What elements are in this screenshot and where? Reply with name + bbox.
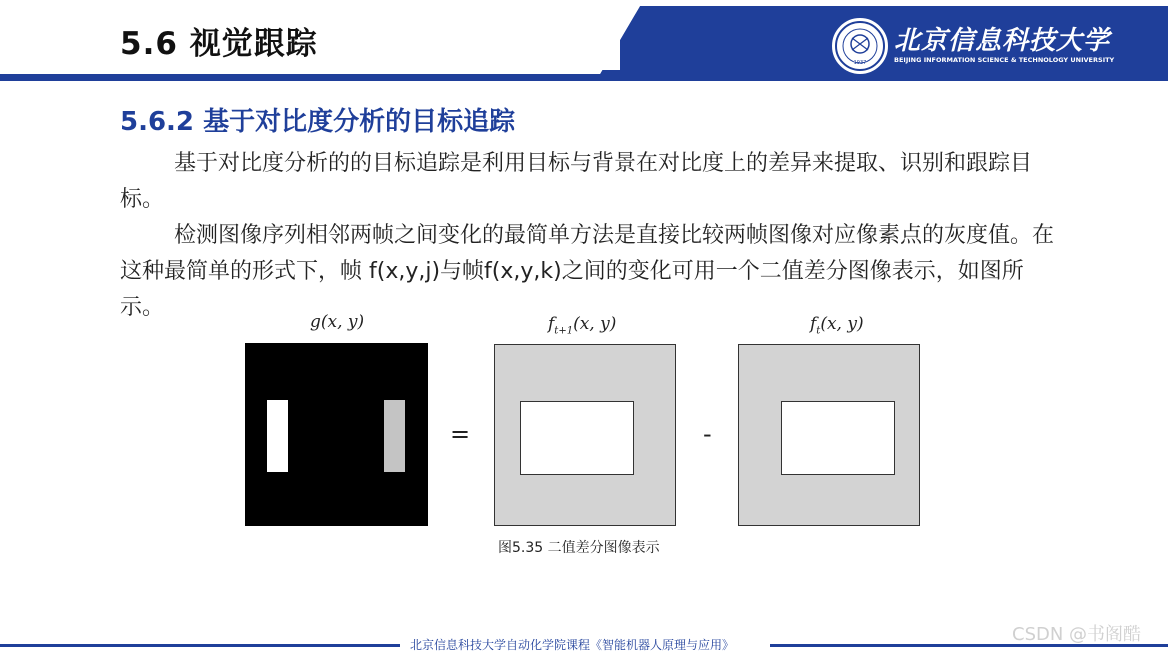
paragraph-2: 检测图像序列相邻两帧之间变化的最简单方法是直接比较两帧图像对应像素点的灰度值。在这种最简单的形式下，帧 f(x,y,j)与帧f(x,y,k)之间的变化可用一个二值差分图像表示，如图所示。	[120, 223, 1055, 320]
university-seal-icon	[832, 18, 888, 74]
equals-sign: =	[450, 420, 471, 448]
target-region	[781, 401, 895, 475]
university-logo	[832, 18, 1122, 74]
university-name-cn: 北京信息科技大学	[894, 26, 1111, 56]
label-g: g(x, y)	[310, 312, 365, 332]
target-region	[520, 401, 634, 475]
subsection-title: 5.6.2 基于对比度分析的目标追踪	[120, 107, 516, 137]
slide-header	[0, 0, 1168, 81]
difference-region-gray	[384, 400, 405, 472]
label-f-t-plus-1: $f_{t+1}(x$, y)	[548, 314, 617, 337]
svg-text:1937: 1937	[853, 60, 867, 66]
footer-course-title: 北京信息科技大学自动化学院课程《智能机器人原理与应用》	[410, 638, 735, 652]
section-title: 5.6 视觉跟踪	[120, 26, 318, 62]
figure-caption: 图5.35 二值差分图像表示	[498, 540, 660, 556]
footer-divider-left	[0, 644, 400, 647]
difference-region-white	[267, 400, 288, 472]
difference-image-g	[245, 343, 428, 526]
paragraph-1: 基于对比度分析的的目标追踪是利用目标与背景在对比度上的差异来提取、识别和跟踪目标。	[120, 151, 1033, 212]
frame-image-t-plus-1	[494, 344, 676, 526]
watermark: CSDN @书阁酷	[1012, 624, 1142, 645]
label-f-t: $f_t(x$, y)	[810, 314, 864, 337]
university-name-en: BEIJING INFORMATION SCIENCE & TECHNOLOGY UNIVERSITY	[894, 56, 1115, 64]
minus-sign: -	[703, 420, 712, 448]
frame-image-t	[738, 344, 920, 526]
